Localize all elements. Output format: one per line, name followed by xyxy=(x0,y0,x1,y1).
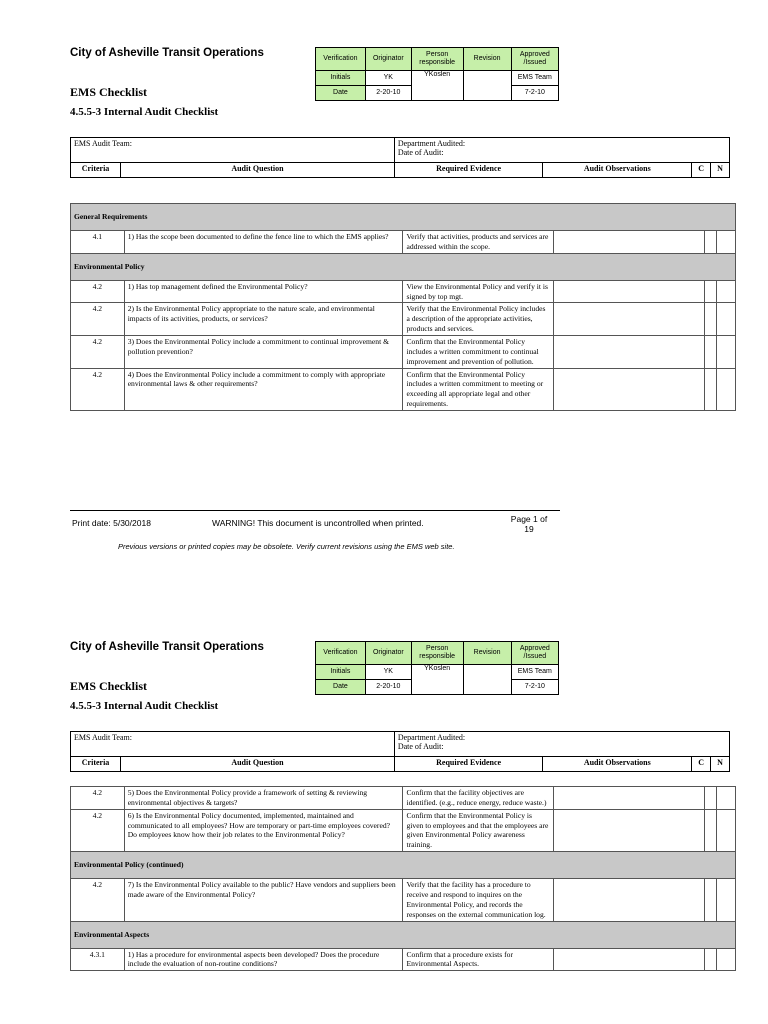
n-checkbox-cell[interactable] xyxy=(717,303,736,336)
audit-question-cell: 4) Does the Environmental Policy include a commitment to comply with appropriate environmental laws & other requirements? xyxy=(124,368,403,410)
required-evidence-cell: Verify that activities, products and services are addressed within the scope. xyxy=(403,231,554,254)
table-row xyxy=(71,879,736,921)
approved-header: Approved /Issued xyxy=(511,48,558,71)
date-label: Date xyxy=(316,86,366,101)
uncontrolled-warning: WARNING! This document is uncontrolled when printed. xyxy=(212,518,424,528)
table-row xyxy=(71,303,736,336)
n-checkbox-cell[interactable] xyxy=(717,368,736,410)
n-checkbox-cell[interactable] xyxy=(717,879,736,921)
audit-question-cell: 3) Does the Environmental Policy include a commitment to continual improvement & pollution prevention? xyxy=(124,336,403,369)
person-responsible-value: YKoslen xyxy=(411,71,463,101)
audit-question-cell: 2) Is the Environmental Policy appropriate to the nature scale, and environmental impacts of its activities, products, or services? xyxy=(124,303,403,336)
verification-table xyxy=(315,47,559,101)
audit-question-cell: 6) Is the Environmental Policy documented, implemented, maintained and communicated to all employees? How are temporary or part-time employees covered? Do employees know how their job relates to the Environmental Policy? xyxy=(124,809,403,851)
c-checkbox-cell[interactable] xyxy=(704,336,716,369)
c-checkbox-cell[interactable] xyxy=(704,879,716,921)
originator-initials: YK xyxy=(365,71,411,86)
org-title: City of Asheville Transit Operations xyxy=(70,47,264,59)
section-header-row xyxy=(71,921,736,948)
audit-date-label: Date of Audit: xyxy=(397,742,444,751)
required-evidence-cell: Confirm that the facility objectives are identified. (e.g., reduce energy, reduce waste.) xyxy=(403,787,554,810)
originator-date: 2-20-10 xyxy=(365,680,411,695)
person-responsible-value: YKoslen xyxy=(411,665,463,695)
audit-question-cell: 1) Has top management defined the Environmental Policy? xyxy=(124,280,403,303)
date-label: Date xyxy=(316,680,366,695)
audit-team-table xyxy=(70,731,730,772)
originator-initials: YK xyxy=(365,665,411,680)
section-header-row xyxy=(71,253,736,280)
criteria-cell: 4.2 xyxy=(71,303,125,336)
originator-header: Originator xyxy=(365,642,411,665)
table-row xyxy=(71,948,736,971)
person-responsible-header: Person responsible xyxy=(411,48,463,71)
c-checkbox-cell[interactable] xyxy=(704,948,716,971)
department-label: Department Audited: xyxy=(397,733,466,742)
revision-note: Previous versions or printed copies may be obsolete. Verify current revisions using the EMS web site. xyxy=(118,542,455,551)
audit-observations-cell[interactable] xyxy=(554,787,705,810)
required-evidence-header: Required Evidence xyxy=(394,163,543,178)
n-checkbox-cell[interactable] xyxy=(717,787,736,810)
originator-header: Originator xyxy=(365,48,411,71)
audit-question-cell: 5) Does the Environmental Policy provide a framework of setting & reviewing environmental objectives & targets? xyxy=(124,787,403,810)
approved-value: EMS Team xyxy=(511,71,558,86)
section-header-row xyxy=(71,204,736,231)
c-checkbox-cell[interactable] xyxy=(704,231,716,254)
table-row xyxy=(71,336,736,369)
audit-team-table xyxy=(70,137,730,178)
revision-value xyxy=(463,71,511,101)
audit-observations-cell[interactable] xyxy=(554,231,705,254)
criteria-header: Criteria xyxy=(71,757,121,772)
verification-header: Verification xyxy=(316,642,366,665)
audit-question-cell: 1) Has a procedure for environmental aspects been developed? Does the procedure include the evaluation of non-routine conditions? xyxy=(124,948,403,971)
c-checkbox-cell[interactable] xyxy=(704,303,716,336)
audit-question-cell: 7) Is the Environmental Policy available to the public? Have vendors and suppliers been made aware of the Environmental Policy? xyxy=(124,879,403,921)
audit-observations-cell[interactable] xyxy=(554,336,705,369)
section-title: Environmental Policy xyxy=(71,253,736,280)
criteria-header: Criteria xyxy=(71,163,121,178)
criteria-cell: 4.2 xyxy=(71,879,125,921)
n-checkbox-cell[interactable] xyxy=(717,948,736,971)
revision-header: Revision xyxy=(463,48,511,71)
audit-observations-cell[interactable] xyxy=(554,303,705,336)
audit-checklist-table xyxy=(70,786,736,971)
audit-observations-header: Audit Observations xyxy=(543,163,692,178)
c-header: C xyxy=(692,163,711,178)
criteria-cell: 4.2 xyxy=(71,336,125,369)
audit-observations-cell[interactable] xyxy=(554,368,705,410)
required-evidence-header: Required Evidence xyxy=(394,757,543,772)
table-row xyxy=(71,231,736,254)
table-row xyxy=(71,809,736,851)
approved-date: 7-2-10 xyxy=(511,86,558,101)
table-row xyxy=(71,787,736,810)
audit-question-header: Audit Question xyxy=(121,757,395,772)
verification-header: Verification xyxy=(316,48,366,71)
checklist-title: EMS Checklist xyxy=(70,85,148,99)
criteria-cell: 4.2 xyxy=(71,368,125,410)
n-checkbox-cell[interactable] xyxy=(717,280,736,303)
c-checkbox-cell[interactable] xyxy=(704,809,716,851)
originator-date: 2-20-10 xyxy=(365,86,411,101)
table-row xyxy=(71,368,736,410)
n-header: N xyxy=(711,757,730,772)
audit-team-field[interactable]: EMS Audit Team: xyxy=(71,732,395,757)
print-date: Print date: 5/30/2018 xyxy=(72,518,151,528)
criteria-cell: 4.3.1 xyxy=(71,948,125,971)
c-header: C xyxy=(692,757,711,772)
required-evidence-cell: Verify that the facility has a procedure to receive and respond to inquires on the Environmental Policy, and records the responses on the external communication log. xyxy=(403,879,554,921)
n-checkbox-cell[interactable] xyxy=(717,809,736,851)
table-row xyxy=(71,280,736,303)
c-checkbox-cell[interactable] xyxy=(704,787,716,810)
revision-header: Revision xyxy=(463,642,511,665)
org-title: City of Asheville Transit Operations xyxy=(70,641,264,653)
criteria-cell: 4.2 xyxy=(71,280,125,303)
audit-date-label: Date of Audit: xyxy=(397,148,444,157)
initials-label: Initials xyxy=(316,71,366,86)
audit-team-field[interactable]: EMS Audit Team: xyxy=(71,138,395,163)
c-checkbox-cell[interactable] xyxy=(704,280,716,303)
required-evidence-cell: Confirm that a procedure exists for Environmental Aspects. xyxy=(403,948,554,971)
verification-table xyxy=(315,641,559,695)
initials-label: Initials xyxy=(316,665,366,680)
n-checkbox-cell[interactable] xyxy=(717,336,736,369)
audit-observations-cell[interactable] xyxy=(554,809,705,851)
section-title: Environmental Aspects xyxy=(71,921,736,948)
department-label: Department Audited: xyxy=(397,139,466,148)
approved-header: Approved /Issued xyxy=(511,642,558,665)
required-evidence-cell: Confirm that the Environmental Policy includes a written commitment to continual improvement and prevention of pollution. xyxy=(403,336,554,369)
audit-question-cell: 1) Has the scope been documented to define the fence line to which the EMS applies? xyxy=(124,231,403,254)
section-title: General Requirements xyxy=(71,204,736,231)
department-field[interactable] xyxy=(394,138,729,163)
audit-checklist-table xyxy=(70,203,736,411)
required-evidence-cell: Confirm that the Environmental Policy includes a written commitment to meeting or exceeding all appropriate legal and other requirements. xyxy=(403,368,554,410)
n-checkbox-cell[interactable] xyxy=(717,231,736,254)
required-evidence-cell: Verify that the Environmental Policy includes a description of the appropriate activities, products and services. xyxy=(403,303,554,336)
department-field[interactable] xyxy=(394,732,729,757)
approved-date: 7-2-10 xyxy=(511,680,558,695)
document-subtitle: 4.5.5-3 Internal Audit Checklist xyxy=(70,106,219,118)
page-number: Page 1 of 19 xyxy=(510,514,548,535)
required-evidence-cell: View the Environmental Policy and verify it is signed by top mgt. xyxy=(403,280,554,303)
person-responsible-header: Person responsible xyxy=(411,642,463,665)
checklist-title: EMS Checklist xyxy=(70,679,148,693)
revision-value xyxy=(463,665,511,695)
n-header: N xyxy=(711,163,730,178)
criteria-cell: 4.2 xyxy=(71,787,125,810)
audit-observations-cell[interactable] xyxy=(554,948,705,971)
required-evidence-cell: Confirm that the Environmental Policy is given to employees and that the employees are given Environmental Policy awareness training. xyxy=(403,809,554,851)
section-header-row xyxy=(71,852,736,879)
criteria-cell: 4.1 xyxy=(71,231,125,254)
c-checkbox-cell[interactable] xyxy=(704,368,716,410)
audit-observations-cell[interactable] xyxy=(554,879,705,921)
approved-value: EMS Team xyxy=(511,665,558,680)
audit-observations-cell[interactable] xyxy=(554,280,705,303)
audit-observations-header: Audit Observations xyxy=(543,757,692,772)
section-title: Environmental Policy (continued) xyxy=(71,852,736,879)
document-subtitle: 4.5.5-3 Internal Audit Checklist xyxy=(70,700,219,712)
audit-question-header: Audit Question xyxy=(121,163,395,178)
footer-divider xyxy=(70,510,560,511)
criteria-cell: 4.2 xyxy=(71,809,125,851)
